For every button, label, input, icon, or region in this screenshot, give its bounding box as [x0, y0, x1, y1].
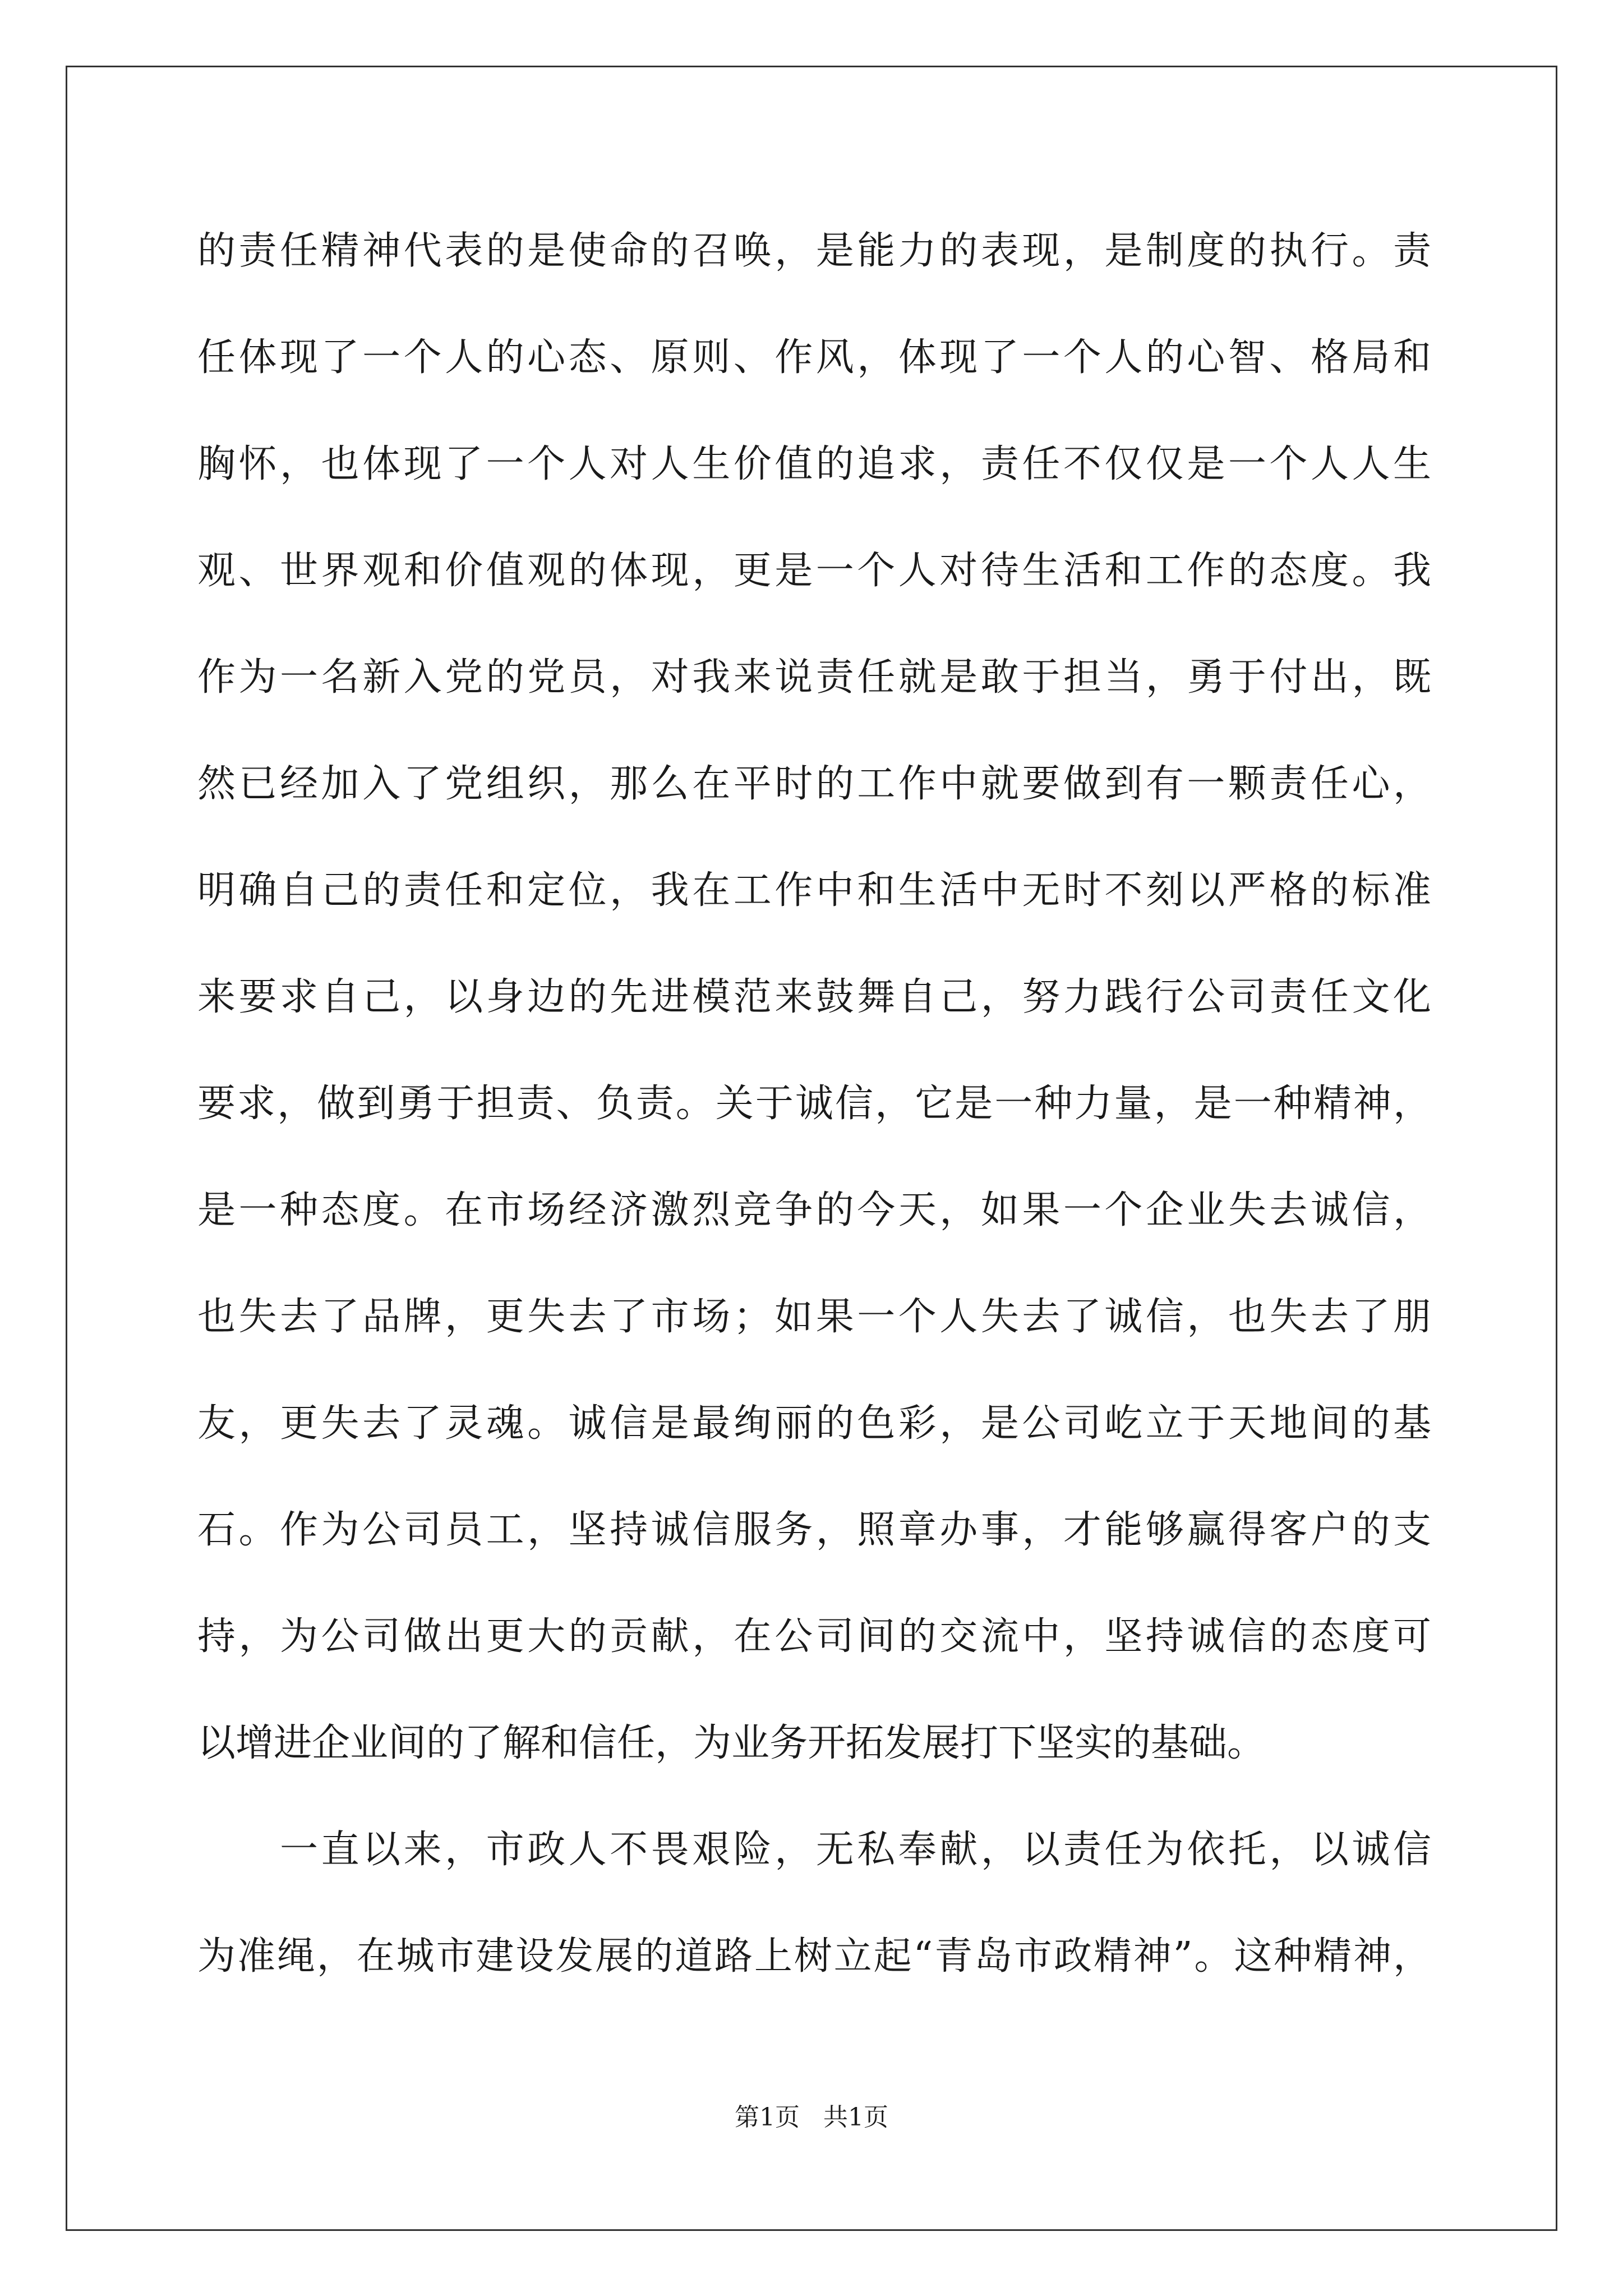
- page-total: 共1页: [823, 2103, 888, 2132]
- paragraph-line: 来要求自己，以身边的先进模范来鼓舞自己，努力践行公司责任文化: [197, 975, 1431, 1019]
- paragraph-line: 然已经加入了党组织，那么在平时的工作中就要做到有一颗责任心，: [197, 762, 1431, 806]
- paragraph-line: 是一种态度。在市场经济激烈竞争的今天，如果一个企业失去诚信，: [197, 1188, 1431, 1232]
- paragraph-line: 任体现了一个人的心态、原则、作风，体现了一个人的心智、格局和: [197, 335, 1431, 380]
- paragraph-line: 为准绳，在城市建设发展的道路上树立起“青岛市政精神”。这种精神，: [197, 1934, 1431, 1978]
- paragraph-line: 以增进企业间的了解和信任，为业务开拓发展打下坚实的基础。: [197, 1721, 1266, 1765]
- paragraph-line: 持，为公司做出更大的贡献，在公司间的交流中，坚持诚信的态度可: [197, 1614, 1431, 1659]
- paragraph-line: 友，更失去了灵魂。诚信是最绚丽的色彩，是公司屹立于天地间的基: [197, 1401, 1431, 1446]
- paragraph-line: 一直以来，市政人不畏艰险，无私奉献，以责任为依托，以诚信: [197, 1828, 1431, 1872]
- paragraph-line: 观、世界观和价值观的体现，更是一个人对待生活和工作的态度。我: [197, 549, 1431, 593]
- paragraph-line: 石。作为公司员工，坚持诚信服务，照章办事，才能够赢得客户的支: [197, 1508, 1431, 1552]
- paragraph-line: 要求，做到勇于担责、负责。关于诚信，它是一种力量，是一种精神，: [197, 1082, 1431, 1126]
- paragraph-line: 胸怀，也体现了一个人对人生价值的追求，责任不仅仅是一个人人生: [197, 442, 1431, 486]
- page-number: 第1页: [735, 2103, 800, 2132]
- paragraph-line: 也失去了品牌，更失去了市场；如果一个人失去了诚信，也失去了朋: [197, 1295, 1431, 1339]
- page-footer: [0, 2097, 1623, 2133]
- paragraph-line: 作为一名新入党的党员，对我来说责任就是敢于担当，勇于付出，既: [197, 655, 1431, 700]
- paragraph-line: 明确自己的责任和定位，我在工作中和生活中无时不刻以严格的标准: [197, 868, 1431, 913]
- paragraph-line: 的责任精神代表的是使命的召唤，是能力的表现，是制度的执行。责: [197, 229, 1431, 273]
- page-border: [66, 66, 1557, 2231]
